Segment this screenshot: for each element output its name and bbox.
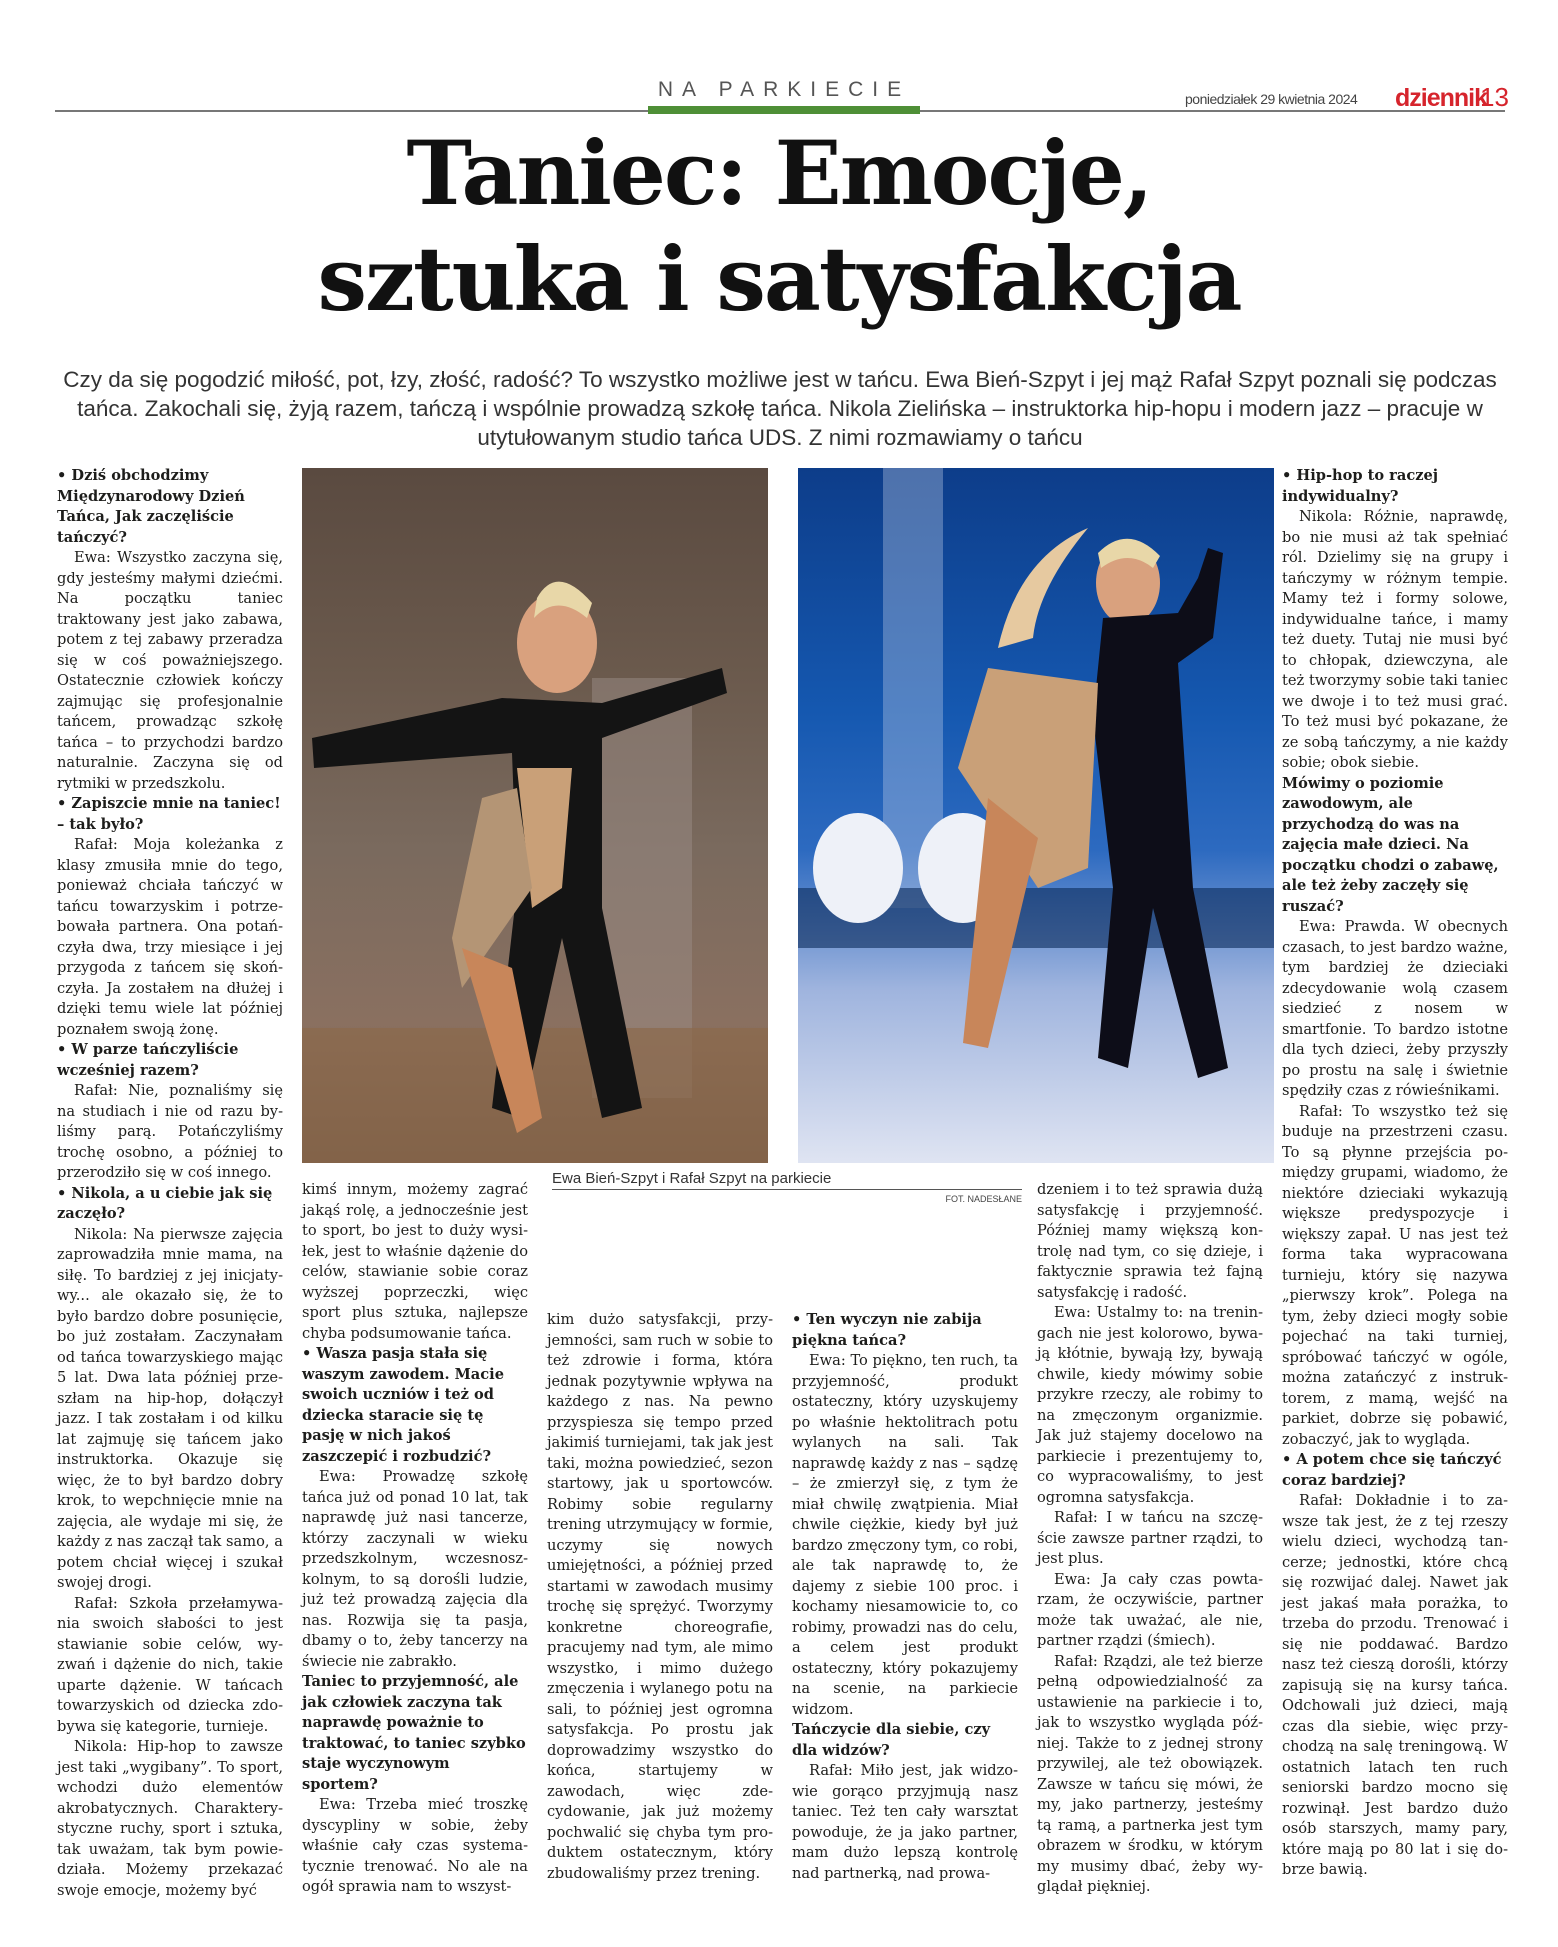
article-column-1 — [57, 466, 283, 1901]
interview-answer: kim dużo satysfakcji, przyjemności, sam ruch w sobie to też zdrowie i forma, która jednak pozytywnie wpływa na każdego z nas. Na pewno przyspiesza się tempo przed jakimiś turniejami, tak jak jest taki, można powiedzieć, sezon startowy, jak u sportowców. Robimy sobie regularny trening utrzymujący w formie, uczymy się nowych umiejętności, a później przed startami w zawodach musimy trochę się sprężyć. Tworzymy konkretne choreografie, pracujemy nad tym, ale mimo wszystko, i mimo dużego zmęczenia i wylanego potu na sali, to później jest ogromna satysfakcja. Po prostu jak doprowadzimy wszystko do końca, startujemy w zawodach, więc zdecydowanie, jak już możemy pochwalić się chyba tym produktem ostatecznym, który zbudowaliśmy przez trening. — [547, 1311, 773, 1882]
interview-answer: Rafał: I w tańcu na szczęście zawsze partner rządzi, to jest plus. — [1037, 1509, 1263, 1567]
dancing-couple-illustration-icon — [798, 468, 1274, 1163]
photo-dancers-right — [798, 468, 1274, 1163]
article-column-4 — [792, 1310, 1018, 1884]
interview-answer: Rafał: Miło jest, jak widzowie gorąco przyjmują nasz taniec. Też ten cały warsztat powoduje, że ja jako partner, mam dużo lepszą kontrolę nad partnerką, nad prowa- — [792, 1762, 1018, 1882]
interview-question: • Nikola, a u ciebie jak się zaczęło? — [57, 1184, 273, 1222]
interview-answer: kimś innym, możemy zagrać jakąś rolę, a jednocześnie jest to sport, bo jest to duży wysiłek, jest to właśnie dążenie do celów, stawianie sobie coraz wyższej poprzeczki, więc sport plus sztuka, najlepsze chyba podsumowanie tańca. — [302, 1181, 528, 1342]
dancing-couple-illustration-icon — [302, 468, 768, 1163]
interview-question: Mówimy o poziomie zawodowym, ale przychodzą do was na zajęcia małe dzieci. Na początku chodzi o zabawę, ale też żeby zaczęły się ruszać? — [1282, 774, 1499, 915]
interview-question: Taniec to przyjemność, ale jak człowiek zaczyna tak naprawdę poważnie to traktować, to taniec szybko staje wyczynowym sportem? — [302, 1673, 526, 1793]
interview-answer: Ewa: Wszystko zaczyna się, gdy jesteśmy małymi dziećmi. Na początku taniec traktowany jest jako zabawa, potem z tej zabawy przeradza się w coś poważniejszego. Ostatecznie człowiek kończy zajmując się profesjonalnie tańcem, prowadząc szkołę tańca – to przychodzi bardzo naturalnie. Zaczyna się od rytmiki w przedszkolu. — [57, 549, 283, 792]
interview-question: • Wasza pasja stała się waszym zawodem. Macie swoich uczniów i też od dziecka staracie się tę pasję w nich jakoś zaszczepić i rozbudzić? — [302, 1345, 504, 1465]
interview-answer: Ewa: Prowadzę szkołę tańca już od ponad 10 lat, tak naprawdę już nasi tancerze, którzy zaczynali w wieku przedszkolnym, wczesnoszkolnym, to są dorośli ludzie, już też prowadzą zajęcia dla nas. Rozwija się ta pasja, dbamy o to, żeby tancerzy na świecie nie zabrakło. — [302, 1468, 528, 1670]
interview-answer: Ewa: Trzeba mieć troszkę dyscypliny w sobie, żeby właśnie cały czas systematycznie trenować. No ale na ogół sprawia nam to wszyst- — [302, 1796, 528, 1895]
interview-answer: Ewa: Ja cały czas powtarzam, że oczywiście, partner może tak uważać, ale nie, partner rządzi (śmiech). — [1037, 1570, 1263, 1649]
interview-answer: Rafał: Moja koleżanka z klasy zmusiła mnie do tego, ponieważ chciała tańczyć w tańcu towarzyskim i potrzebowała partnera. Ona potańczyła dwa, trzy miesiące i jej przygoda z tańcem się skończyła. Ja zostałem na dłużej i dzięki temu wiele lat później poznałem swoją żonę. — [57, 836, 283, 1038]
article-column-6 — [1282, 466, 1508, 1881]
headline-line-2: sztuka i satysfakcja — [317, 227, 1241, 331]
article-lead: Czy da się pogodzić miłość, pot, łzy, złość, radość? To wszystko możliwe jest w tańcu. Ewa Bień-Szpyt i jej mąż Rafał Szpyt poznali się podczas tańca. Zakochali się, żyją razem, tańczą i wspólnie prowadzą szkołę tańca. Nikola Zielińska – instruktorka hip-hopu i modern jazz – pracuje w utytułowanym studio tańca UDS. Z nimi rozmawiamy o tańcu — [63, 367, 1497, 450]
interview-answer: Ewa: Ustalmy to: na treningach nie jest kolorowo, bywają kłótnie, bywają łzy, bywają chwile, kiedy mówimy sobie przykre rzeczy, ale robimy to na zmęczonym organizmie. Jak już stajemy docelowo na parkiecie i prezentujemy to, co wypracowaliśmy, to jest ogromna satysfakcja. — [1037, 1304, 1263, 1506]
interview-question: • Dziś obchodzimy Międzynarodowy Dzień Tańca, Jak zaczęliście tańczyć? — [57, 467, 245, 546]
interview-answer: Ewa: Prawda. W obecnych czasach, to jest bardzo ważne, tym bardziej że dzieciaki zdecydowanie wolą czasem siedzieć z nosem w smartfonie. To bardzo istotne dla tych dzieci, żeby przyszły po prostu na salę i świetnie spędziły czas z rówieśnikami. — [1282, 918, 1508, 1099]
headline-line-1: Taniec: Emocje, — [406, 121, 1152, 225]
interview-answer: Nikola: Różnie, naprawdę, bo nie musi aż tak spełniać ról. Dzielimy się na grupy i tańczymy w różnym tempie. Mamy też i formy solowe, indywidualne tańce, i mamy też duety. Tutaj nie musi być to chłopak, dziewczyna, ale też tworzymy sobie taki taniec we dwoje i to też musi grać. To też musi być pokazane, że ze sobą tańczymy, a nie każdy sobie; obok siebie. — [1282, 508, 1508, 771]
interview-answer: Rafał: Szkoła przełamywania swoich słabości to jest stawianie sobie celów, wyzwań i dążenie do nich, takie uparte dążenie. W tańcach towarzyskich od dziecka zdobywa się kategorie, turnieje. — [57, 1594, 283, 1735]
photo-caption: Ewa Bień-Szpyt i Rafał Szpyt na parkiecie — [552, 1170, 1022, 1190]
interview-question: • W parze tańczyliście wcześniej razem? — [57, 1041, 239, 1079]
interview-question: • Zapiszcie mnie na taniec! – tak było? — [57, 795, 281, 833]
interview-question: • A potem chce się tańczyć coraz bardziej? — [1282, 1451, 1502, 1489]
page-number: 13 — [1480, 82, 1509, 112]
photo-credit: FOT. NADESŁANE — [945, 1194, 1022, 1204]
interview-answer: Rafał: Nie, poznaliśmy się na studiach i nie od razu byliśmy parą. Potańczyliśmy trochę osobno, a później to przerodziło się w coś innego. — [57, 1082, 283, 1181]
issue-date: poniedziałek 29 kwietnia 2024 — [1185, 91, 1358, 107]
article-column-2 — [302, 1180, 528, 1898]
section-label: NA PARKIECIE — [657, 78, 911, 101]
interview-answer: Ewa: To piękno, ten ruch, ta przyjemność, produkt ostateczny, który uzyskujemy po właśnie hektolitrach potu wylanych na sali. Tak naprawdę każdy z nas – sądzę – że zmierzył się, z tym że miał chwilę zwątpienia. Miał chwile ciężkie, kiedy był już bardzo zmęczony tym, co robi, ale tak naprawdę to, że dajemy z siebie 100 proc. i kochamy niesamowicie to, co robimy, prowadzi nas do celu, a celem jest produkt ostateczny, który pokazujemy na scenie, na parkiecie widzom. — [792, 1352, 1018, 1718]
interview-answer: Rafał: To wszystko też się buduje na przestrzeni czasu. To są płynne przejścia pomiędzy grupami, wiadomo, że niektóre dzieciaki wykazują większe predyspozycje i większy zapał. U nas jest też forma taka wypracowana turnieju, który się nazywa „pierwszy krok”. Polega na tym, żeby dzieci mogły sobie pojechać na taki turniej, spróbować tańczyć w ogóle, można zatańczyć z instruktorem, z mamą, wejść na parkiet, dobrze się pobawić, zobaczyć, jak to wygląda. — [1282, 1102, 1508, 1448]
interview-answer: Nikola: Na pierwsze zajęcia zaprowadziła mnie mama, na siłę. To bardziej z jej inicjatywy... ale okazało się, że to było bardzo dobre posunięcie, bo już zostałam. Zaczynałam od tańca towarzyskiego mając 5 lat. Dwa lata później przeszłam na hip-hop, dołączył jazz. I tak zostałam i od kilku lat zajmuję się tańcem jako instruktorka. Okazuje się więc, że to był bardzo dobry krok, to wepchnięcie mnie na zajęcia, ale wydaje mi się, że każdy z nas zaczął tak samo, a potem chciał więcej i szukał swojej drogi. — [57, 1225, 283, 1591]
article-column-3 — [547, 1310, 773, 1884]
article-column-5 — [1037, 1180, 1263, 1898]
interview-answer: Nikola: Hip-hop to zawsze jest taki „wygibany”. To sport, wchodzi dużo elementów akrobatycznych. Charakterystyczne ruchy, sport i sztuka, tak uważam, tak bym powiedziała. Możemy przekazać swoje emocje, możemy być — [57, 1738, 283, 1899]
interview-answer: Rafał: Rządzi, ale też bierze pełną odpowiedzialność za ustawienie na parkiecie i to, jak to wszystko wygląda później. Także to z jednej strony przywilej, ale też obowiązek. Zawsze w tańcu się mówi, że my, jako partnerzy, jesteśmy tą ramą, a partnerka jest tym obrazem w środku, w którym my musimy dbać, żeby wyglądał piękniej. — [1037, 1652, 1263, 1895]
interview-answer: dzeniem i to też sprawia dużą satysfakcję i przyjemność. Później mamy większą kontrolę nad tym, co się dzieje, i faktycznie sprawia też fajną satysfakcję i radość. — [1037, 1181, 1263, 1301]
newspaper-logo: dziennik — [1395, 84, 1488, 112]
interview-question: Tańczycie dla siebie, czy dla widzów? — [792, 1721, 991, 1759]
section-accent-bar — [648, 106, 920, 114]
interview-question: • Hip-hop to raczej indywidualny? — [1282, 467, 1439, 505]
interview-question: • Ten wyczyn nie zabija piękna tańca? — [792, 1311, 982, 1349]
article-headline — [0, 120, 1558, 332]
interview-answer: Rafał: Dokładnie i to zawsze tak jest, że z tej rzeszy wielu dzieci, wychodzą tancerze; jednostki, które chcą się rozwijać dalej. Nawet jak jest jakaś mała porażka, to trzeba do przodu. Trenować i się nie poddawać. Bardzo nasz też cieszą dorośli, którzy zapisują się na kursy tańca. Odchowali już dzieci, mają czas dla siebie, więc przychodzą na salę treningową. W ostatnich latach ten ruch seniorski bardzo mocno się rozwinął. Jest bardzo dużo osób starszych, mamy pary, które mają po 80 lat i się dobrze bawią. — [1282, 1492, 1508, 1878]
photo-dancers-left — [302, 468, 768, 1163]
